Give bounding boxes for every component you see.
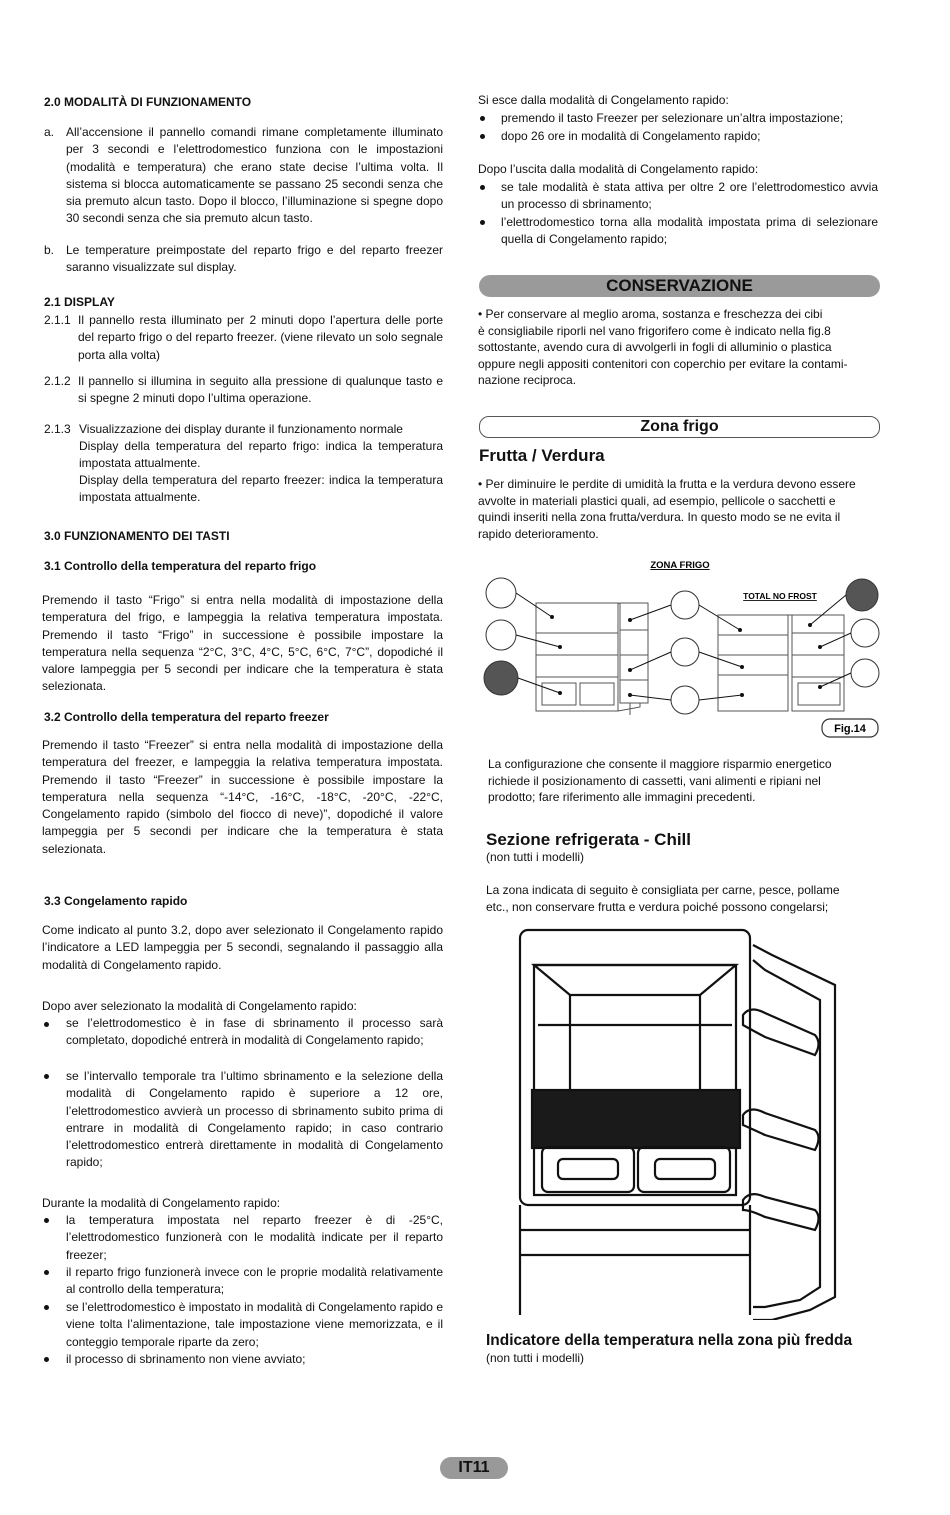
bullet-icon [44,1218,49,1223]
during-head: Durante la modalità di Congelamento rapido: [42,1196,281,1210]
food-icon [486,620,516,650]
section-3-0-title: 3.0 FUNZIONAMENTO DEI TASTI [44,529,230,543]
food-icon [851,619,879,647]
fig-zona-frigo-label: ZONA FRIGO [650,560,710,571]
vegetable-icon [671,686,699,714]
config-text [488,756,880,806]
item-b-text: Le temperature preimpostate del reparto frigo e del reparto freezer saranno visualizzate sul display. [66,243,443,275]
after-bullet-1: se l’elettrodomestico è in fase di sbrinamento il processo sarà completato, dopodiché entrerà in modalità di Congelamento rapido; [66,1016,443,1048]
conservazione-line: è consigliabile riporli nel vano frigorifero come è indicato nella fig.8 [478,323,831,338]
bottle-icon [671,638,699,666]
bullet-icon [480,220,485,225]
item-2-1-2-label: 2.1.2 [44,374,71,388]
section-2-0-title: 2.0 MODALITÀ DI FUNZIONAMENTO [44,95,252,109]
right-fridge-drawing [718,615,844,711]
item-2-1-1-text: Il pannello resta illuminato per 2 minuti dopo l’apertura delle porte del reparto frigo o del reparto freezer. (viene rilevato un solo segnale porta alla volta) [78,313,443,362]
fig-14-label: Fig.14 [834,723,866,735]
item-2-1-1-label: 2.1.1 [44,313,71,327]
chill-section-subtitle: (non tutti i modelli) [486,850,585,864]
exit-bullet-1: premendo il tasto Freezer per selezionare un’altra impostazione; [501,111,844,125]
item-2-1-3-head: Visualizzazione dei display durante il funzionamento normale [79,422,403,436]
item-2-1-3-label: 2.1.3 [44,422,71,436]
item-2-1-3-text-2: Display della temperatura del reparto freezer: indica la temperatura impostata attualmente. [79,473,443,505]
food-icon [671,591,699,619]
chill-section-title: Sezione refrigerata - Chill [486,830,691,849]
bullet-icon [44,1270,49,1275]
conservazione-line: oppure negli appositi contenitori con coperchio per evitare la contami- [478,356,848,371]
item-a-label: a. [44,125,55,139]
meat-icon [484,661,518,695]
frutta-verdura-title: Frutta / Verdura [479,446,605,465]
during-bullet-1: la temperatura impostata nel reparto freezer è di -25°C, l’elettrodomestico funzionerà con le modalità indicate per il reparto freezer; [66,1213,443,1262]
section-3-3-text: Come indicato al punto 3.2, dopo aver selezionato il Congelamento rapido l’indicatore a LED lampeggia per 5 secondi, segnalando il passaggio alla modalità di Congelamento rapido. [42,923,443,972]
during-bullet-2: il reparto frigo funzionerà invece con le proprie modalità relativamente al controllo della temperatura; [66,1265,443,1297]
food-icon [486,578,516,608]
section-2-1-title: 2.1 DISPLAY [44,295,115,309]
frutta-line: avvolte in materiali plastici quali, ad esempio, pellicole o sacchetti e [478,493,836,508]
chill-line: etc., non conservare frutta e verdura poiché possono congelarsi; [486,899,829,914]
frutta-verdura-text [478,476,880,542]
config-line: richiede il posizionamento di cassetti, vani alimenti e ripiani nel [488,773,821,788]
bullet-icon [44,1305,49,1310]
meat-icon [846,579,878,611]
frutta-line: rapido deterioramento. [478,526,599,541]
exit-head: Si esce dalla modalità di Congelamento rapido: [478,93,729,107]
chill-text [486,882,880,915]
fig-total-no-frost-label: TOTAL NO FROST [743,591,817,601]
chill-line: La zona indicata di seguito è consigliata per carne, pesce, pollame [486,883,840,897]
config-line: La configurazione che consente il maggiore risparmio energetico [488,757,832,771]
food-icon [851,659,879,687]
bullet-icon [44,1357,49,1362]
section-3-2-text: Premendo il tasto “Freezer” si entra nella modalità di impostazione della temperatura del freezer, e lampeggia la relativa temperatura impostata. Premendo il tasto “Freezer” in successione è possibile impostare la temperatura nella sequenza “-14°C, -16°C, -18°C, -20°C, -22°C, Congelamento rapido (simbolo del fiocco di neve)”, dopodiché il valore lampeggia per 5 secondi per indicare che la temperatura è stata selezionata. [42,738,443,856]
indicator-title: Indicatore della temperatura nella zona più fredda [486,1332,853,1349]
bullet-icon [480,134,485,139]
postexit-bullet-2: l’elettrodomestico torna alla modalità impostata prima di selezionare quella di Congelamento rapido; [501,215,878,247]
item-2-1-2-text: Il pannello si illumina in seguito alla pressione di qualunque tasto e si spegne 2 minuti dopo l’ultima operazione. [78,374,443,406]
during-bullet-4: il processo di sbrinamento non viene avviato; [66,1352,306,1366]
frutta-line: quindi inseriti nella zona frutta/verdura. In questo modo se ne evita il [478,510,841,524]
bullet-icon [44,1022,49,1027]
chill-fridge-diagram [510,925,840,1320]
item-b-label: b. [44,243,55,257]
config-line: prodotto; fare riferimento alle immagini precedenti. [488,790,756,804]
conservazione-banner: CONSERVAZIONE [479,275,880,297]
after-selection-head: Dopo aver selezionato la modalità di Congelamento rapido: [42,999,357,1013]
exit-bullet-2: dopo 26 ore in modalità di Congelamento rapido; [501,129,761,143]
conservazione-text [478,306,880,389]
bullet-icon [480,116,485,121]
after-bullet-2: se l’intervallo temporale tra l’ultimo sbrinamento e la selezione della modalità di Congelamento rapido è superiore a 12 ore, l’elettrodomestico avvierà un processo di sbrinamento subito prima di entrare in modalità di Congelamento rapido; in caso contrario l’elettrodomestico entrerà direttamente in modalità di Congelamento rapido; [66,1069,443,1170]
conservazione-line: • Per conservare al meglio aroma, sostanza e freschezza dei cibi [478,307,823,321]
zona-frigo-banner: Zona frigo [479,416,880,438]
indicator-subtitle: (non tutti i modelli) [486,1351,585,1365]
item-a-text: All’accensione il pannello comandi rimane completamente illuminato per 3 secondi e l’elettrodomestico funziona con le impostazioni (modalità e temperatura) che erano state decise l’ultima volta. Il sistema si blocca automaticamente se passano 25 secondi senza che sia premuto alcun tasto. Dopo il blocco, l’illuminazione si spegne dopo 30 secondi senza che sia premuto alcun tasto. [66,125,443,226]
section-3-1-text: Premendo il tasto “Frigo” si entra nella modalità di impostazione della temperatura del frigo, e lampeggia la relativa temperatura impostata. Premendo il tasto “Frigo” in successione è possibile impostare la temperatura nella sequenza “2°C, 3°C, 4°C, 5°C, 6°C, 7°C”, dopodiché il valore lampeggia per 5 secondi per indicare che la temperatura è stata selezionata. [42,593,443,694]
conservazione-line: sottostante, avendo cura di avvolgerli in fogli di alluminio o plastica [478,340,832,354]
postexit-head: Dopo l’uscita dalla modalità di Congelamento rapido: [478,162,759,176]
section-3-1-title: 3.1 Controllo della temperatura del reparto frigo [44,559,317,573]
frutta-line: • Per diminuire le perdite di umidità la frutta e la verdura devono essere [478,477,856,491]
bullet-icon [44,1074,49,1079]
page-number: IT11 [440,1457,508,1479]
bullet-icon [480,185,485,190]
section-3-2-title: 3.2 Controllo della temperatura del reparto freezer [44,710,329,724]
conservazione-line: nazione reciproca. [478,373,577,387]
item-2-1-3-text-1: Display della temperatura del reparto frigo: indica la temperatura impostata attualmente. [79,439,443,471]
during-bullet-3: se l’elettrodomestico è impostato in modalità di Congelamento rapido e viene tolta l’alimentazione, tale impostazione viene memorizzata, e il conteggio temporale riparte da zero; [66,1300,443,1349]
postexit-bullet-1: se tale modalità è stata attiva per oltre 2 ore l’elettrodomestico avvia un processo di sbrinamento; [501,180,878,212]
fridge-zones-diagram [480,555,882,745]
section-3-3-title: 3.3 Congelamento rapido [44,894,188,908]
